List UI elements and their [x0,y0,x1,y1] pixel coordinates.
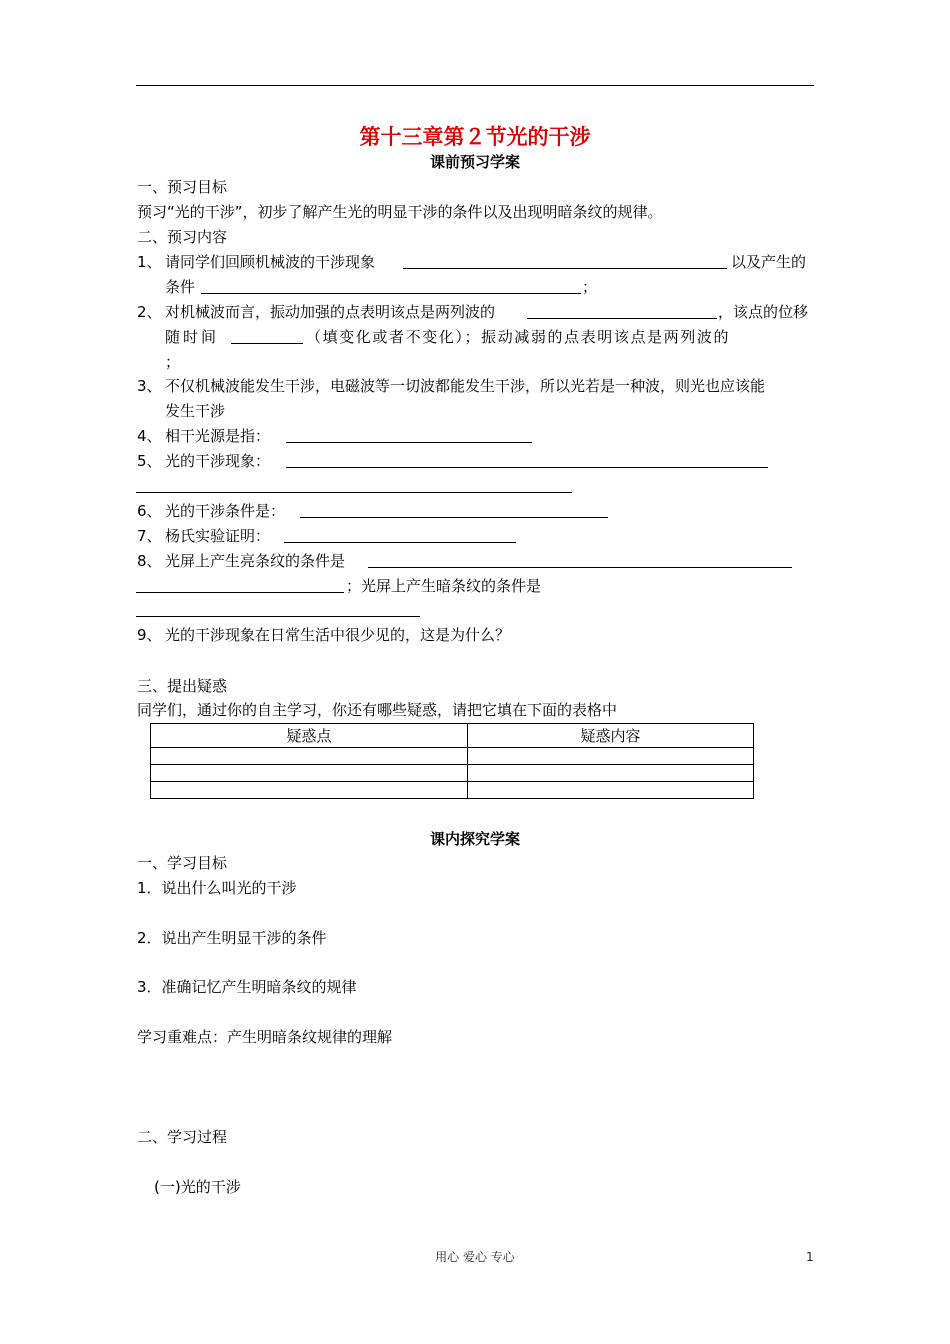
study-goal-3: 3．准确记忆产生明暗条纹的规律 [137,978,357,996]
fill-blank-6[interactable] [300,517,608,518]
section-subtitle-preview: 课前预习学案 [429,153,520,171]
item-7-text: 杨氏实验证明： [165,527,271,545]
header-rule [136,85,814,86]
fill-blank-5a[interactable] [286,467,768,468]
sub-heading-interference: (一)光的干涉 [154,1178,241,1196]
item-number-6: 6、 [137,502,162,520]
table-row [151,782,754,799]
item-2-text: 对机械波而言，振动加强的点表明该点是两列波的 [165,303,496,321]
item-number-5: 5、 [137,452,162,470]
fill-blank-5b[interactable] [136,492,572,493]
table-header-point: 疑惑点 [151,724,468,748]
section-heading-preview-content: 二、预习内容 [137,228,228,246]
footer-motto: 用心 爱心 专心 [435,1250,515,1264]
item-1-text-d: ； [582,278,598,296]
item-2-text-e: ； [165,353,181,371]
item-4-text: 相干光源是指： [165,427,271,445]
table-header-content: 疑惑内容 [468,724,754,748]
item-5-text: 光的干涉现象： [165,452,271,470]
section-heading-study-goal: 一、学习目标 [137,854,228,872]
fill-blank-4[interactable] [286,442,532,443]
item-1-text-c: 条件 [165,278,196,296]
item-2-text-b: ，该点的位移 [718,303,809,321]
table-cell[interactable] [468,765,754,782]
item-number-4: 4、 [137,427,162,445]
table-row [151,748,754,765]
preview-goal-text: 预习“光的干涉”，初步了解产生光的明显干涉的条件以及出现明暗条纹的规律。 [137,203,663,221]
table-cell[interactable] [151,765,468,782]
table-cell[interactable] [151,748,468,765]
study-goal-1: 1．说出什么叫光的干涉 [137,879,297,897]
table-header-row [151,724,754,748]
study-goal-2: 2．说出产生明显干涉的条件 [137,929,327,947]
item-1-text-b: 以及产生的 [731,253,807,271]
questions-instruction: 同学们，通过你的自主学习，你还有哪些疑惑，请把它填在下面的表格中 [137,701,618,719]
item-8-text: 光屏上产生亮条纹的条件是 [165,552,346,570]
item-number-2: 2、 [137,303,162,321]
table-cell[interactable] [468,748,754,765]
fill-blank-1b[interactable] [201,293,581,294]
item-3-text-b: 发生干涉 [165,402,226,420]
item-number-9: 9、 [137,626,162,644]
fill-blank-2b[interactable] [231,343,303,344]
item-2-text-d: （填变化或者不变化）；振动减弱的点表明该点是两列波的 [306,328,731,346]
fill-blank-1a[interactable] [403,268,727,269]
section-subtitle-inclass: 课内探究学案 [429,830,520,848]
page-title: 第十三章第２节光的干涉 [359,125,591,149]
study-focus: 学习重难点：产生明暗条纹规律的理解 [137,1028,393,1046]
item-8-text-b: ；光屏上产生暗条纹的条件是 [346,577,542,595]
questions-table [150,723,754,799]
item-3-text: 不仅机械波能发生干涉，电磁波等一切波都能发生干涉，所以光若是一种波，则光也应该能 [165,377,766,395]
fill-blank-8a[interactable] [368,567,792,568]
fill-blank-2a[interactable] [527,318,717,319]
page-number: 1 [806,1250,814,1264]
table-cell[interactable] [151,782,468,799]
section-heading-questions: 三、提出疑惑 [137,677,228,695]
item-6-text: 光的干涉条件是： [165,502,286,520]
item-number-3: 3、 [137,377,162,395]
item-number-1: 1、 [137,253,162,271]
fill-blank-8b[interactable] [136,592,344,593]
table-cell[interactable] [468,782,754,799]
item-number-8: 8、 [137,552,162,570]
fill-blank-8c[interactable] [136,616,420,617]
table-row [151,765,754,782]
item-9-text: 光的干涉现象在日常生活中很少见的，这是为什么？ [165,626,511,644]
section-heading-study-process: 二、学习过程 [137,1128,228,1146]
item-1-text: 请同学们回顾机械波的干涉现象 [165,253,376,271]
fill-blank-7[interactable] [284,542,516,543]
item-number-7: 7、 [137,527,162,545]
section-heading-preview-goal: 一、预习目标 [137,178,228,196]
item-2-text-c: 随时间 [165,328,220,346]
